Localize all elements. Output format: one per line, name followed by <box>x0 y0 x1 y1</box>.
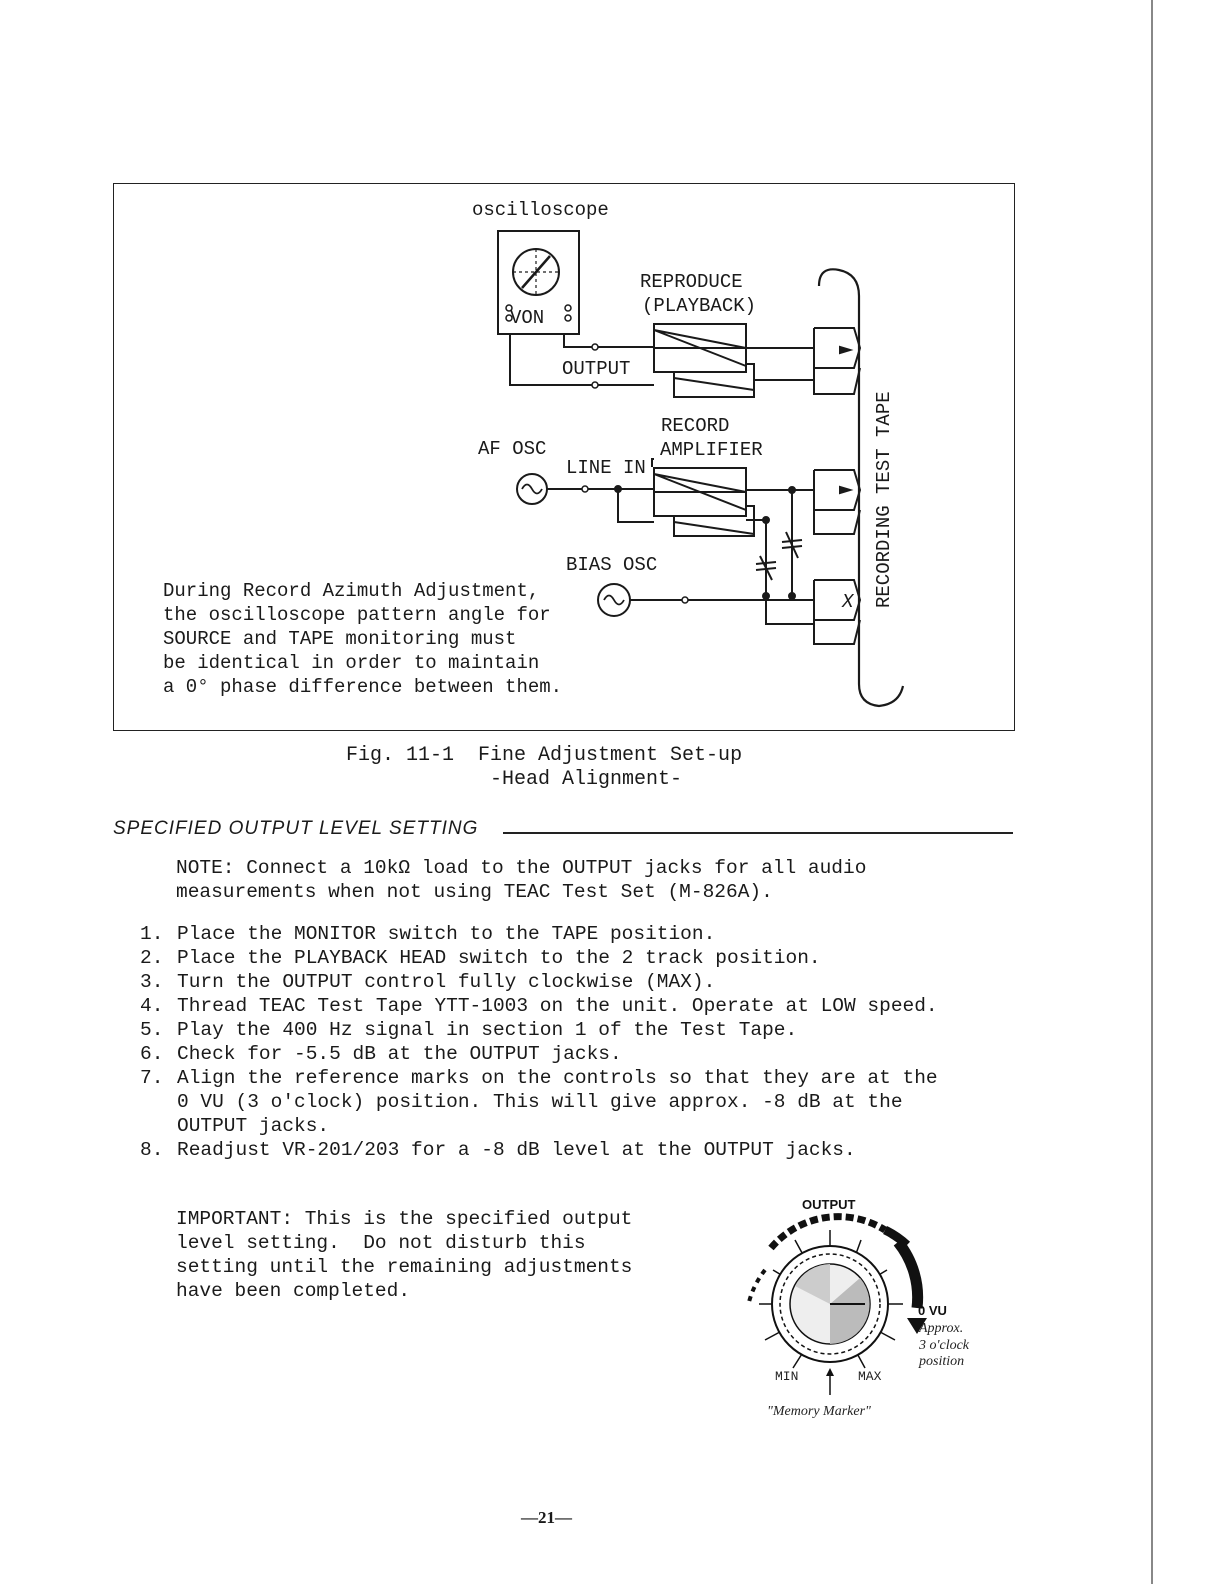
label-amplifier: AMPLIFIER <box>660 439 763 461</box>
label-scope-face: VON <box>510 307 545 329</box>
list-item <box>140 1066 938 1138</box>
step-number: 1. <box>140 923 164 945</box>
approx-label-line-1: Approx. <box>919 1321 964 1336</box>
step-text: Turn the OUTPUT control fully clockwise (MAX). <box>177 971 716 993</box>
label-record: RECORD <box>661 415 730 437</box>
label-output: OUTPUT <box>562 358 631 380</box>
min-label: MIN <box>775 1369 799 1384</box>
list-item <box>140 1018 938 1042</box>
step-number: 8. <box>140 1139 164 1161</box>
step-text: Place the MONITOR switch to the TAPE position. <box>177 923 716 945</box>
list-item <box>140 946 938 970</box>
step-number: 6. <box>140 1043 164 1065</box>
step-list <box>140 922 938 1162</box>
heading-rule <box>503 832 1013 834</box>
step-text: Place the PLAYBACK HEAD switch to the 2 track position. <box>177 947 821 969</box>
step-number: 5. <box>140 1019 164 1041</box>
list-item <box>140 970 938 994</box>
list-item <box>140 1042 938 1066</box>
label-oscilloscope: oscilloscope <box>472 199 609 221</box>
note-text: NOTE: Connect a 10kΩ load to the OUTPUT jacks for all audio measurements when not using TEAC Test Set (M-826A). <box>176 857 867 903</box>
step-number: 4. <box>140 995 164 1017</box>
label-af-osc: AF OSC <box>478 438 547 460</box>
label-line-in: LINE IN <box>566 457 646 479</box>
memory-marker-label: "Memory Marker" <box>767 1404 871 1419</box>
page-number: —21— <box>521 1508 572 1527</box>
list-item <box>140 994 938 1018</box>
page-edge-line <box>1151 0 1153 1584</box>
note-line-2: the oscilloscope pattern angle for <box>163 604 551 626</box>
max-label: MAX <box>858 1369 882 1384</box>
note-line-4: be identical in order to maintain <box>163 652 540 674</box>
important-note: IMPORTANT: This is the specified output level setting. Do not disturb this setting until the remaining adjustments have been completed. <box>176 1208 633 1302</box>
label-erase-head: X <box>842 591 854 613</box>
step-text: Readjust VR-201/203 for a -8 dB level at the OUTPUT jacks. <box>177 1139 856 1161</box>
step-text: Align the reference marks on the controls so that they are at the 0 VU (3 o'clock) position. This will give approx. -8 dB at the OUTPUT jacks. <box>177 1067 938 1137</box>
knob-title: OUTPUT <box>802 1197 856 1212</box>
figure-caption-subtitle: -Head Alignment- <box>490 768 683 791</box>
step-number: 2. <box>140 947 164 969</box>
step-text: Thread TEAC Test Tape YTT-1003 on the unit. Operate at LOW speed. <box>177 995 938 1017</box>
figure-caption: Fig. 11-1 Fine Adjustment Set-up <box>346 744 743 767</box>
approx-label-line-3: position <box>919 1354 965 1369</box>
output-knob-illustration <box>735 1190 1005 1435</box>
section-heading: SPECIFIED OUTPUT LEVEL SETTING <box>113 818 479 839</box>
label-recording-test-tape: RECORDING TEST TAPE <box>873 391 895 608</box>
label-playback: (PLAYBACK) <box>642 295 757 317</box>
approx-label-line-2: 3 o'clock <box>919 1338 970 1353</box>
step-text: Play the 400 Hz signal in section 1 of the Test Tape. <box>177 1019 798 1041</box>
step-number: 7. <box>140 1067 164 1089</box>
note-line-3: SOURCE and TAPE monitoring must <box>163 628 517 650</box>
list-item <box>140 922 938 946</box>
setup-diagram-svg <box>114 184 1016 732</box>
label-reproduce: REPRODUCE <box>640 271 743 293</box>
list-item <box>140 1138 938 1162</box>
step-number: 3. <box>140 971 164 993</box>
zero-vu-label: 0 VU <box>918 1303 947 1318</box>
note-line-1: During Record Azimuth Adjustment, <box>163 580 540 602</box>
note-line-5: a 0° phase difference between them. <box>163 676 563 698</box>
step-text: Check for -5.5 dB at the OUTPUT jacks. <box>177 1043 622 1065</box>
figure-setup-diagram <box>113 183 1015 731</box>
label-bias-osc: BIAS OSC <box>566 554 658 576</box>
output-knob-svg <box>735 1190 1005 1430</box>
